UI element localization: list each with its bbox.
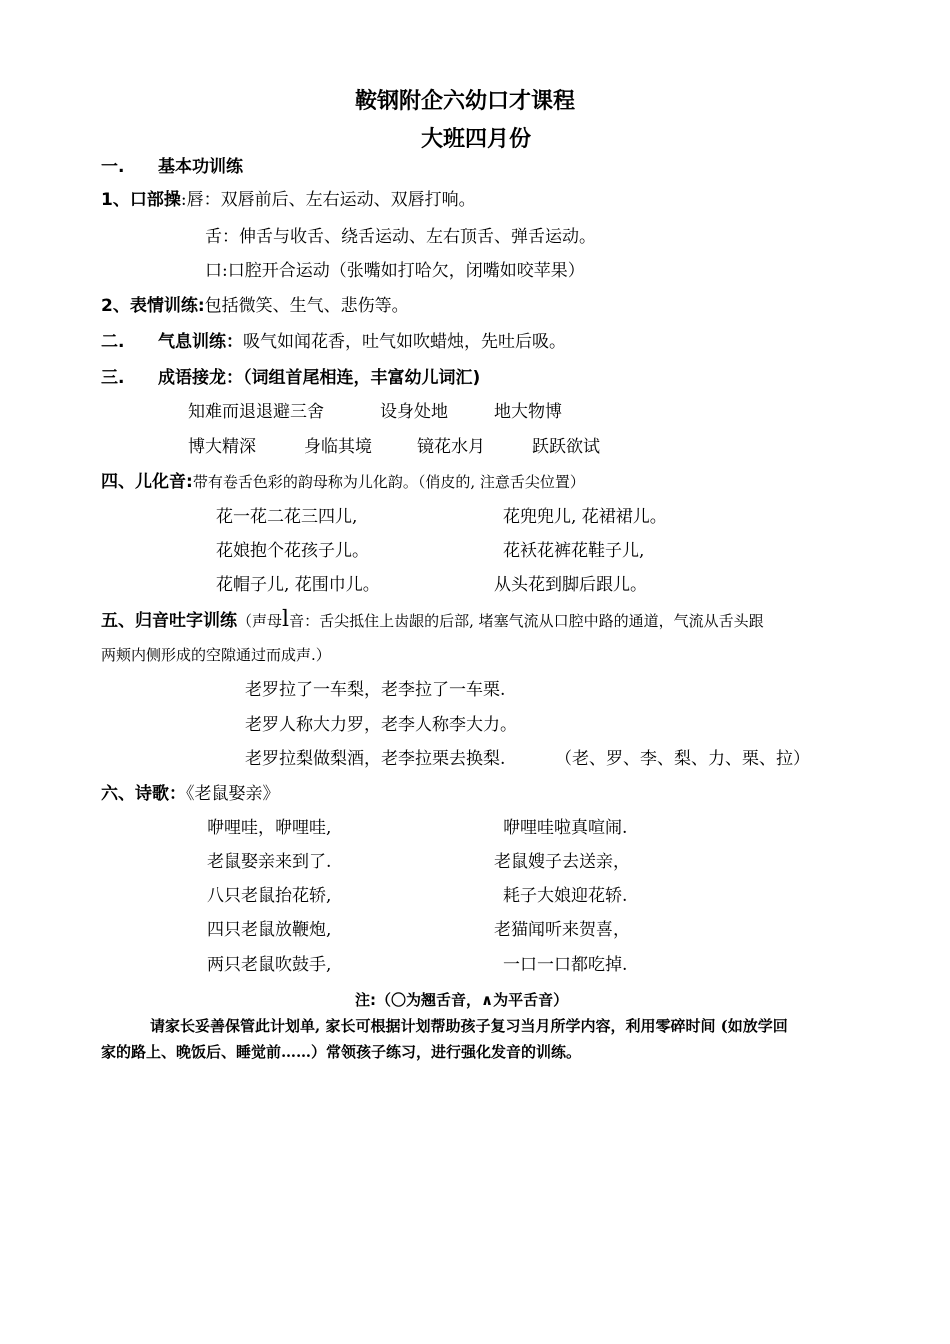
poem-title: 《老鼠娶亲》	[186, 784, 280, 804]
section-3-number: 三.	[101, 368, 125, 388]
parent-instructions-cont: 家的路上、晚饭后、睡觉前……）常领孩子练习，进行强化发音的训练。	[101, 1043, 582, 1061]
pronunciation-note: 注:（〇为翘舌音，∧为平舌音）	[355, 991, 569, 1009]
section-5-text: 音：舌尖抵住上齿龈的后部, 堵塞气流从口腔中路的通道，气流从舌头跟	[289, 612, 764, 630]
section-2-heading: 气息训练：	[158, 332, 243, 352]
erhua-line: 从头花到脚后跟儿。	[494, 575, 647, 595]
section-3-heading: 成语接龙：（词组首尾相连，丰富幼儿词汇)	[158, 368, 481, 388]
poem-line: 耗子大娘迎花轿.	[503, 886, 628, 906]
tongue-twister-line: 老罗拉梨做梨酒，老李拉栗去换梨.	[245, 749, 506, 769]
section-6-heading: 六、诗歌：	[101, 784, 186, 804]
item-mouth-exercise	[101, 188, 476, 212]
section-5-paren: （声母	[237, 612, 283, 630]
erhua-line: 花兜兜儿, 花裙裙儿。	[503, 507, 667, 527]
item-label: 2、表情训练:	[101, 296, 205, 316]
item-text: 包括微笑、生气、悲伤等。	[204, 296, 409, 316]
poem-line: 两只老鼠吹鼓手,	[207, 955, 332, 975]
section-4-line	[101, 470, 585, 494]
section-1-number: 一.	[101, 157, 125, 177]
tongue-exercise: 舌：伸舌与收舌、绕舌运动、左右顶舌、弹舌运动。	[205, 227, 596, 247]
poem-line: 老鼠嫂子去送亲，	[494, 852, 630, 872]
erhua-line: 花一花二花三四儿,	[216, 507, 358, 527]
poem-line: 八只老鼠抬花轿,	[207, 886, 332, 906]
poem-line: 老鼠娶亲来到了.	[207, 852, 332, 872]
idiom: 博大精深	[188, 437, 256, 457]
initial-letter: l	[282, 607, 290, 632]
section-5-text-cont: 两颊内侧形成的空隙通过而成声.）	[101, 646, 331, 664]
section-2-number: 二.	[101, 332, 125, 352]
erhua-line: 花袄花裤花鞋子儿,	[503, 541, 645, 561]
section-5-line	[101, 608, 764, 633]
section-6-line	[101, 782, 280, 806]
idiom: 身临其境	[304, 437, 372, 457]
colon: :	[180, 190, 187, 210]
item-label: 1、口部操	[101, 190, 181, 210]
tongue-twister-line: 老罗拉了一车梨，老李拉了一车栗.	[245, 680, 506, 700]
section-2-line	[158, 330, 566, 354]
idiom: 地大物博	[494, 402, 562, 422]
section-4-text: 带有卷舌色彩的韵母称为儿化韵。（俏皮的, 注意舌尖位置）	[192, 473, 585, 491]
section-5-heading: 五、归音吐字训练	[101, 611, 237, 631]
mouth-exercise: 口:口腔开合运动（张嘴如打哈欠，闭嘴如咬苹果）	[205, 261, 585, 281]
poem-line: 四只老鼠放鞭炮,	[207, 920, 332, 940]
tongue-twister-line: 老罗人称大力罗，老李人称李大力。	[245, 715, 517, 735]
idiom: 设身处地	[380, 402, 448, 422]
erhua-line: 花帽子儿, 花围巾儿。	[216, 575, 380, 595]
parent-instructions: 请家长妥善保管此计划单, 家长可根据计划帮助孩子复习当月所学内容，利用零碎时间 (如放学回	[150, 1017, 788, 1035]
lip-exercise: 唇：双唇前后、左右运动、双唇打响。	[186, 190, 476, 210]
poem-line: 咿哩哇，咿哩哇,	[207, 818, 332, 838]
poem-line: 老猫闻听来贺喜，	[494, 920, 630, 940]
idiom: 跃跃欲试	[532, 437, 600, 457]
idiom: 知难而退退避三舍	[188, 402, 324, 422]
document-subtitle: 大班四月份	[421, 127, 532, 152]
document-title: 鞍钢附企六幼口才课程	[355, 89, 576, 114]
tongue-twister-chars: （老、罗、李、梨、力、栗、拉）	[555, 749, 810, 769]
erhua-line: 花娘抱个花孩子儿。	[216, 541, 369, 561]
section-1-heading: 基本功训练	[158, 157, 243, 177]
poem-line: 一口一口都吃掉.	[503, 955, 628, 975]
section-2-text: 吸气如闻花香，吐气如吹蜡烛，先吐后吸。	[243, 332, 566, 352]
poem-line: 咿哩哇啦真喧闹.	[503, 818, 628, 838]
section-4-heading: 四、儿化音:	[101, 472, 193, 492]
item-expression-training	[101, 294, 409, 318]
idiom: 镜花水月	[417, 437, 485, 457]
